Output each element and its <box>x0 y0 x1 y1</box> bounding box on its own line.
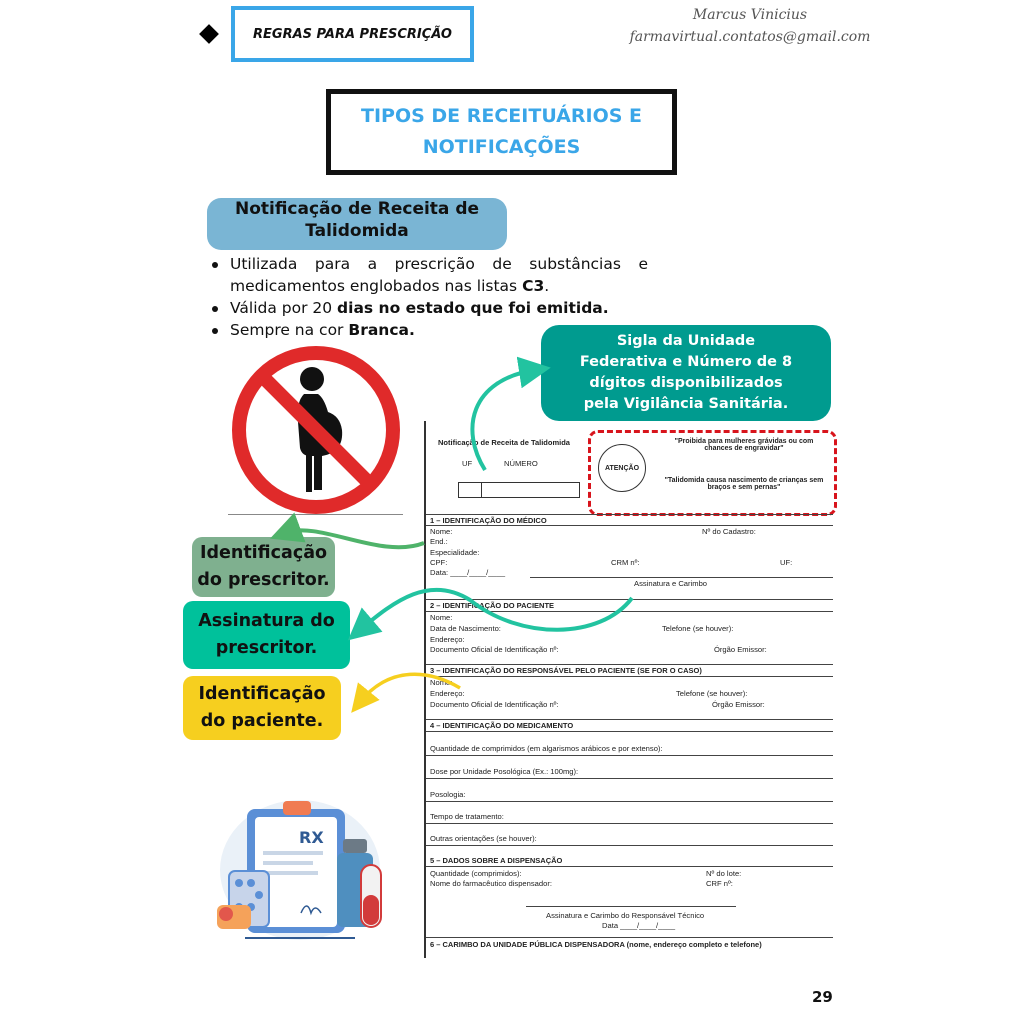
s4-posologia: Posologia: <box>430 790 466 799</box>
notification-name-line-1: Notificação de Receita de <box>234 199 480 219</box>
card-line-1: Identificação <box>198 684 326 704</box>
warning-2: "Talidomida causa nascimento de crianças sem braços e sem pernas" <box>664 477 824 491</box>
atencao-circle <box>598 444 646 492</box>
s3-orgao: Órgão Emissor: <box>712 700 765 709</box>
page-number: 29 <box>812 988 833 1006</box>
section-1-header: 1 – IDENTIFICAÇÃO DO MÉDICO <box>430 516 547 525</box>
title-line-2: NOTIFICAÇÕES <box>422 136 581 158</box>
notification-name-pill <box>207 198 507 250</box>
sigla-line-4: pela Vigilância Sanitária. <box>583 396 789 412</box>
card-line-1: Identificação <box>199 543 328 563</box>
warning-1: "Proibida para mulheres grávidas ou com chances de engravidar" <box>674 438 814 452</box>
s3-telefone: Telefone (se houver): <box>676 689 748 698</box>
s5-lote: Nº do lote: <box>706 869 742 878</box>
card-line-2: prescritor. <box>215 638 318 658</box>
s2-documento: Documento Oficial de Identificação nº: <box>430 645 559 654</box>
s2-telefone: Telefone (se houver): <box>662 624 734 633</box>
s5-farmaceutico: Nome do farmacêutico dispensador: <box>430 879 552 888</box>
s4-tempo: Tempo de tratamento: <box>430 812 504 821</box>
s4-outras: Outras orientações (se houver): <box>430 834 537 843</box>
s1-especialidade: Especialidade: <box>430 548 480 557</box>
s2-orgao: Órgão Emissor: <box>714 645 767 654</box>
bullet-bold: Branca. <box>348 321 415 339</box>
list-item <box>208 297 648 319</box>
bullet-bold: dias no estado que foi emitida. <box>337 299 609 317</box>
s2-nascimento: Data de Nascimento: <box>430 624 501 633</box>
list-item <box>208 253 648 297</box>
sigla-callout <box>541 325 831 421</box>
author-email: farmavirtual.contatos@gmail.com <box>629 29 871 45</box>
s1-uf: UF: <box>780 558 793 567</box>
prescription-clipboard-illustration <box>205 795 395 947</box>
s4-quantidade: Quantidade de comprimidos (em algarismos arábicos e por extenso): <box>430 744 663 753</box>
patient-id-card <box>183 676 341 740</box>
section-3-header: 3 – IDENTIFICAÇÃO DO RESPONSÁVEL PELO PACIENTE (SE FOR O CASO) <box>430 666 702 675</box>
s3-documento: Documento Oficial de Identificação nº: <box>430 700 559 709</box>
s1-assinatura: Assinatura e Carimbo <box>634 579 708 588</box>
title-line-1: TIPOS DE RECEITUÁRIOS E <box>360 105 642 127</box>
s1-end: End.: <box>430 537 448 546</box>
bullet-end: . <box>544 277 550 295</box>
uf-number-box <box>458 482 580 498</box>
diamond-bullet-icon <box>199 24 219 44</box>
sigla-line-3: dígitos disponibilizados <box>589 375 783 391</box>
section-label-box <box>231 6 474 62</box>
s1-data: Data: ____/____/____ <box>430 568 506 577</box>
section-4-header: 4 – IDENTIFICAÇÃO DO MEDICAMENTO <box>430 721 574 730</box>
card-line-1: Assinatura do <box>198 611 335 631</box>
form-title: Notificação de Receita de Talidomida <box>438 438 570 447</box>
s5-assinatura: Assinatura e Carimbo do Responsável Técnico <box>546 911 705 920</box>
s5-quantidade: Quantidade (comprimidos): <box>430 869 522 878</box>
s3-nome: Nome: <box>430 678 453 687</box>
section-5-header: 5 – DADOS SOBRE A DISPENSAÇÃO <box>430 856 563 865</box>
card-line-2: do prescritor. <box>197 570 330 590</box>
atencao-label: ATENÇÃO <box>604 464 640 472</box>
form-numero: NÚMERO <box>504 459 538 468</box>
prescriber-signature-card <box>183 601 350 669</box>
talidomida-form <box>424 421 833 958</box>
prescriber-id-card <box>192 537 335 597</box>
bullet-text: Sempre na cor <box>230 321 349 339</box>
notification-name-line-2: Talidomida <box>305 221 409 241</box>
s1-crm: CRM nº: <box>611 558 640 567</box>
s3-endereco: Endereço: <box>430 689 465 698</box>
rx-label: RX <box>299 828 324 847</box>
author-block <box>600 4 900 48</box>
card-line-2: do paciente. <box>200 711 324 731</box>
no-pregnant-woman-icon <box>228 344 406 520</box>
s2-nome: Nome: <box>430 613 453 622</box>
s1-cadastro: Nº do Cadastro: <box>702 527 756 536</box>
s1-cpf: CPF: <box>430 558 448 567</box>
s1-nome: Nome: <box>430 527 453 536</box>
sigla-line-2: Federativa e Número de 8 <box>579 354 793 370</box>
s5-data: Data ____/____/____ <box>602 921 676 930</box>
s4-dose: Dose por Unidade Posológica (Ex.: 100mg): <box>430 767 579 776</box>
icon-baseline <box>228 514 403 515</box>
bullet-text: Utilizada para a prescrição de substâncias e medicamentos englobados nas listas <box>230 255 648 295</box>
section-label: REGRAS PARA PRESCRIÇÃO <box>253 26 452 42</box>
section-2-header: 2 – IDENTIFICAÇÃO DO PACIENTE <box>430 601 555 610</box>
section-6-header: 6 – CARIMBO DA UNIDADE PÚBLICA DISPENSADORA (nome, endereço completo e telefone) <box>430 940 762 949</box>
bullet-bold: C3 <box>522 277 545 295</box>
author-name: Marcus Vinicius <box>692 7 808 23</box>
s5-crf: CRF nº: <box>706 879 733 888</box>
form-uf: UF <box>462 459 473 468</box>
sigla-line-1: Sigla da Unidade <box>616 333 756 349</box>
s2-endereco: Endereço: <box>430 635 465 644</box>
bullet-text: Válida por 20 <box>230 299 338 317</box>
page-title <box>326 89 677 175</box>
